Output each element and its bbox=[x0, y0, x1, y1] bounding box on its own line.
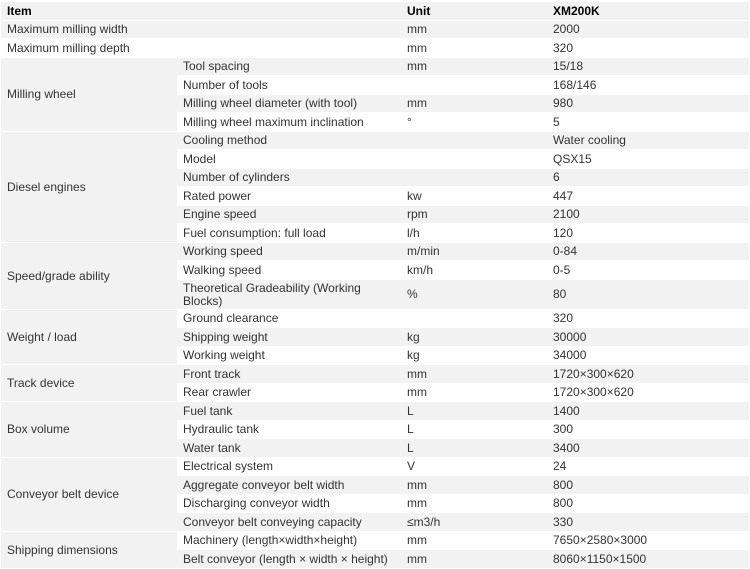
row-value: QSX15 bbox=[547, 150, 749, 169]
row-item: Engine speed bbox=[177, 205, 401, 224]
row-value: 800 bbox=[547, 494, 749, 513]
row-unit: mm bbox=[401, 383, 547, 402]
row-value: 1400 bbox=[547, 402, 749, 421]
row-unit: mm bbox=[401, 57, 547, 76]
row-item: Rated power bbox=[177, 187, 401, 206]
row-item: Fuel consumption: full load bbox=[177, 224, 401, 243]
row-unit: L bbox=[401, 402, 547, 421]
row-value: 980 bbox=[547, 94, 749, 113]
row-item: Milling wheel maximum inclination bbox=[177, 113, 401, 132]
row-unit: L bbox=[401, 420, 547, 439]
row-item: Number of cylinders bbox=[177, 168, 401, 187]
row-value: 1720×300×620 bbox=[547, 383, 749, 402]
row-value: 800 bbox=[547, 476, 749, 495]
group-label: Conveyor belt device bbox=[1, 457, 177, 531]
row-unit: mm bbox=[401, 494, 547, 513]
row-unit: L bbox=[401, 439, 547, 458]
table-row bbox=[1, 57, 749, 76]
row-unit: mm bbox=[401, 531, 547, 550]
row-item: Working speed bbox=[177, 242, 401, 261]
row-item: Belt conveyor (length × width × height) bbox=[177, 550, 401, 569]
header-unit: Unit bbox=[401, 2, 547, 20]
row-item: Tool spacing bbox=[177, 57, 401, 76]
row-label: Maximum milling depth bbox=[1, 39, 401, 58]
row-unit: ° bbox=[401, 113, 547, 132]
row-value: 24 bbox=[547, 457, 749, 476]
header-model: XM200K bbox=[547, 2, 749, 20]
group-label: Weight / load bbox=[1, 309, 177, 365]
table-row bbox=[1, 20, 749, 39]
table-row bbox=[1, 365, 749, 384]
table-row bbox=[1, 457, 749, 476]
row-item: Working weight bbox=[177, 346, 401, 365]
row-value: 300 bbox=[547, 420, 749, 439]
row-value: 447 bbox=[547, 187, 749, 206]
row-item: Aggregate conveyor belt width bbox=[177, 476, 401, 495]
row-value: 15/18 bbox=[547, 57, 749, 76]
spec-table bbox=[1, 2, 749, 569]
row-unit: ≤m3/h bbox=[401, 513, 547, 532]
table-row bbox=[1, 402, 749, 421]
row-item: Shipping weight bbox=[177, 328, 401, 347]
row-item: Number of tools bbox=[177, 76, 401, 95]
row-item: Theoretical Gradeability (Working Blocks) bbox=[177, 279, 401, 309]
row-item: Conveyor belt conveying capacity bbox=[177, 513, 401, 532]
row-item: Fuel tank bbox=[177, 402, 401, 421]
row-unit bbox=[401, 309, 547, 328]
row-value: 3400 bbox=[547, 439, 749, 458]
row-value: 80 bbox=[547, 279, 749, 309]
row-unit: l/h bbox=[401, 224, 547, 243]
row-unit: rpm bbox=[401, 205, 547, 224]
group-label: Track device bbox=[1, 365, 177, 402]
row-unit: V bbox=[401, 457, 547, 476]
row-value: 5 bbox=[547, 113, 749, 132]
row-unit: kg bbox=[401, 328, 547, 347]
row-unit: m/min bbox=[401, 242, 547, 261]
row-unit: mm bbox=[401, 550, 547, 569]
group-label: Milling wheel bbox=[1, 57, 177, 131]
row-item: Walking speed bbox=[177, 261, 401, 280]
row-value: 30000 bbox=[547, 328, 749, 347]
header-row bbox=[1, 2, 749, 20]
row-item: Rear crawler bbox=[177, 383, 401, 402]
row-value: 8060×1150×1500 bbox=[547, 550, 749, 569]
row-unit bbox=[401, 150, 547, 169]
group-label: Diesel engines bbox=[1, 131, 177, 242]
table-row bbox=[1, 531, 749, 550]
row-value: 120 bbox=[547, 224, 749, 243]
row-item: Machinery (length×width×height) bbox=[177, 531, 401, 550]
row-unit: kg bbox=[401, 346, 547, 365]
table-row bbox=[1, 242, 749, 261]
row-value: 6 bbox=[547, 168, 749, 187]
group-label: Box volume bbox=[1, 402, 177, 458]
row-value: 0-5 bbox=[547, 261, 749, 280]
row-unit: kw bbox=[401, 187, 547, 206]
row-unit: % bbox=[401, 279, 547, 309]
row-label: Maximum milling width bbox=[1, 20, 401, 39]
row-value: 7650×2580×3000 bbox=[547, 531, 749, 550]
row-value: 320 bbox=[547, 39, 749, 58]
row-value: 1720×300×620 bbox=[547, 365, 749, 384]
row-value: 320 bbox=[547, 309, 749, 328]
row-value: 2000 bbox=[547, 20, 749, 39]
group-label: Speed/grade ability bbox=[1, 242, 177, 309]
row-unit: mm bbox=[401, 476, 547, 495]
row-value: 168/146 bbox=[547, 76, 749, 95]
row-item: Milling wheel diameter (with tool) bbox=[177, 94, 401, 113]
row-item: Discharging conveyor width bbox=[177, 494, 401, 513]
row-unit: mm bbox=[401, 365, 547, 384]
table-row bbox=[1, 309, 749, 328]
row-unit: km/h bbox=[401, 261, 547, 280]
row-unit: mm bbox=[401, 39, 547, 58]
row-value: 330 bbox=[547, 513, 749, 532]
row-unit bbox=[401, 76, 547, 95]
row-item: Front track bbox=[177, 365, 401, 384]
row-unit: mm bbox=[401, 20, 547, 39]
table-row bbox=[1, 131, 749, 150]
table-row bbox=[1, 39, 749, 58]
row-item: Ground clearance bbox=[177, 309, 401, 328]
header-item: Item bbox=[1, 2, 401, 20]
row-value: 34000 bbox=[547, 346, 749, 365]
row-item: Water tank bbox=[177, 439, 401, 458]
group-label: Shipping dimensions bbox=[1, 531, 177, 568]
row-item: Electrical system bbox=[177, 457, 401, 476]
row-value: 0-84 bbox=[547, 242, 749, 261]
row-item: Model bbox=[177, 150, 401, 169]
row-unit bbox=[401, 131, 547, 150]
row-value: Water cooling bbox=[547, 131, 749, 150]
row-unit: mm bbox=[401, 94, 547, 113]
row-item: Cooling method bbox=[177, 131, 401, 150]
row-item: Hydraulic tank bbox=[177, 420, 401, 439]
row-value: 2100 bbox=[547, 205, 749, 224]
row-unit bbox=[401, 168, 547, 187]
